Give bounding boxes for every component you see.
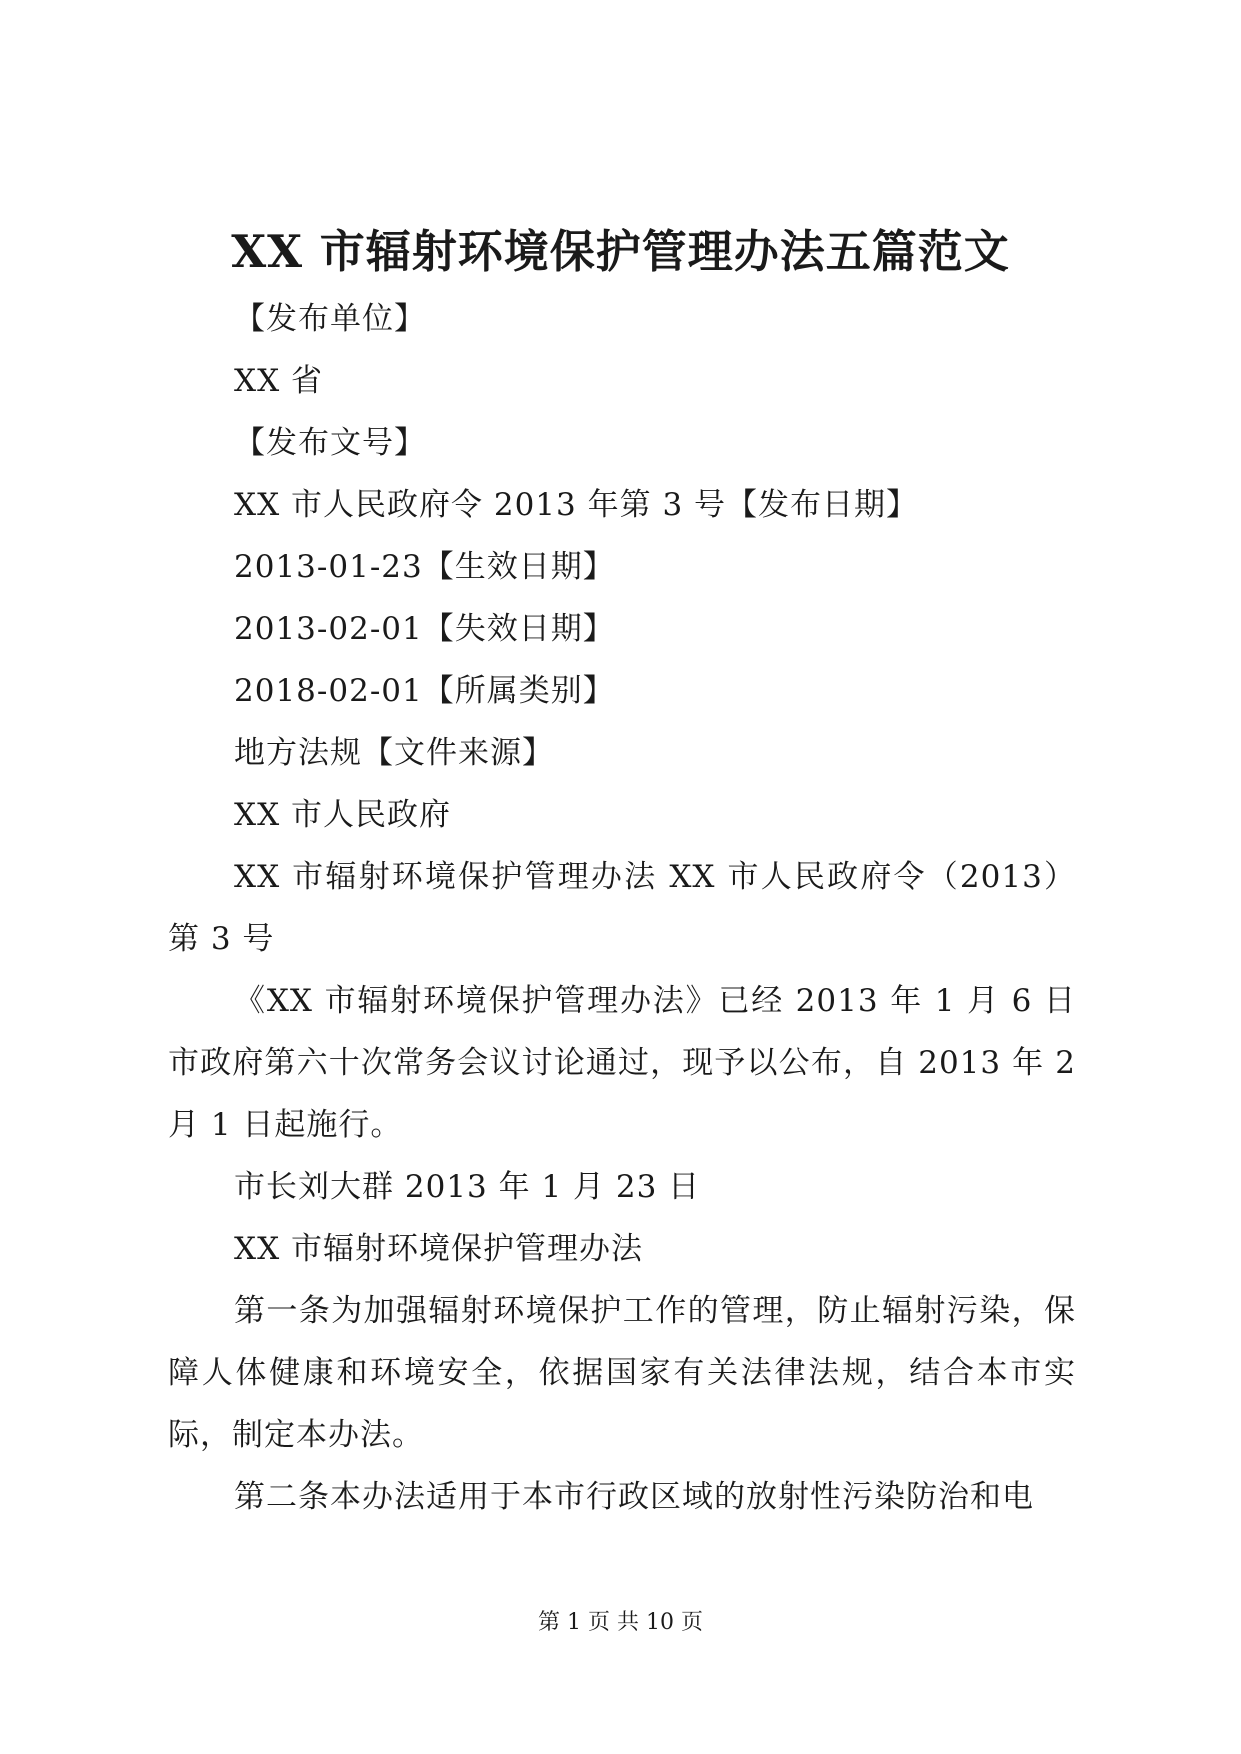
paragraph-article-1: 第一条为加强辐射环境保护工作的管理，防止辐射污染，保障人体健康和环境安全，依据国家有关法律法规，结合本市实际，制定本办法。 <box>168 1293 1076 1453</box>
paragraph-source: XX 市人民政府 <box>234 797 451 833</box>
paragraph-category: 地方法规【文件来源】 <box>234 735 554 771</box>
paragraph-expiry-date: 2018-02-01【所属类别】 <box>234 673 615 709</box>
paragraph-decree-title: XX 市辐射环境保护管理办法 XX 市人民政府令（2013）第 3 号 <box>168 859 1076 957</box>
paragraph-publisher-label: 【发布单位】 <box>234 301 426 337</box>
paragraph-regulation-title: XX 市辐射环境保护管理办法 <box>234 1231 643 1267</box>
document-title: XX 市辐射环境保护管理办法五篇范文 <box>231 225 1010 278</box>
paragraph-doc-number: XX 市人民政府令 2013 年第 3 号【发布日期】 <box>234 487 919 523</box>
paragraph-article-2: 第二条本办法适用于本市行政区域的放射性污染防治和电 <box>234 1479 1034 1515</box>
document-body <box>168 288 1076 1528</box>
page-footer: 第 1 页 共 10 页 <box>538 1610 703 1635</box>
paragraph-announcement: 《XX 市辐射环境保护管理办法》已经 2013 年 1 月 6 日市政府第六十次常务会议讨论通过，现予以公布，自 2013 年 2 月 1 日起施行。 <box>168 983 1076 1143</box>
paragraph-effective-date: 2013-02-01【失效日期】 <box>234 611 615 647</box>
paragraph-signature: 市长刘大群 2013 年 1 月 23 日 <box>234 1169 701 1205</box>
paragraph-publish-date: 2013-01-23【生效日期】 <box>234 549 615 585</box>
paragraph-publisher: XX 省 <box>234 363 323 399</box>
paragraph-doc-number-label: 【发布文号】 <box>234 425 426 461</box>
